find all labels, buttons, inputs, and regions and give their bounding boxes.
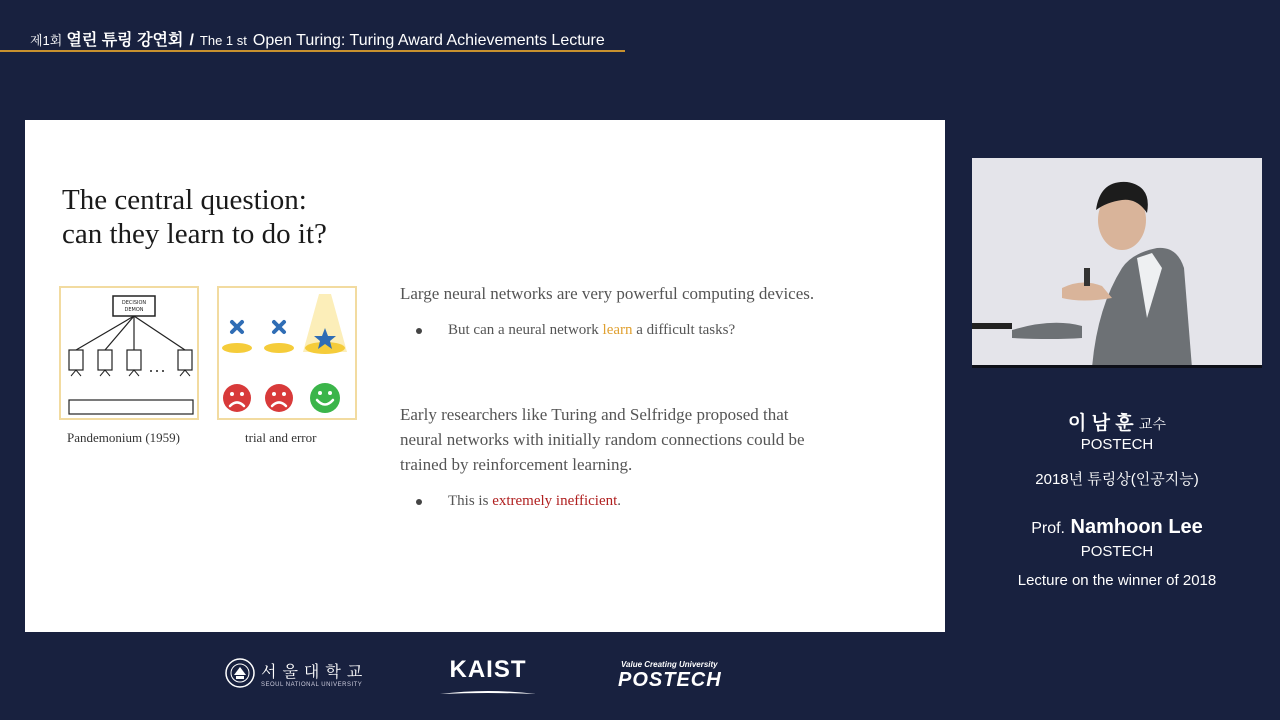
speaker-title-ko: 교수 (1138, 416, 1166, 432)
bullet-learn-highlight: learn (602, 322, 633, 338)
lecture-header (30, 27, 605, 50)
bullet-inefficient (416, 493, 621, 510)
lecture-note: Lecture on the winner of 2018 (1017, 572, 1217, 589)
speaker-name-en (972, 516, 1262, 539)
speaker-video (972, 158, 1262, 368)
decision-demon-label-1: DECISION (121, 300, 147, 306)
kaist-swoosh-icon (438, 689, 538, 697)
slide-title (62, 183, 327, 251)
header-slash: / (189, 32, 194, 49)
snu-name-ko: 서울대학교 (261, 663, 369, 681)
bullet-dot-icon (416, 328, 422, 334)
header-prefix-ko: 제1회 (30, 33, 63, 48)
header-title-ko: 열린 튜링 강연회 (66, 32, 184, 49)
slide-paragraph (400, 402, 900, 477)
x-mark-icon (232, 322, 284, 332)
bullet-inefficient-before: This is (448, 493, 489, 509)
speaker-prof-prefix: Prof. (1031, 520, 1065, 537)
kaist-wordmark: KAIST (449, 656, 527, 683)
pandemonium-diagram-icon (61, 288, 197, 418)
header-prefix-en: The 1 st (199, 33, 247, 48)
decision-demon-label-2: DEMON (124, 307, 144, 313)
snu-logo (225, 658, 368, 688)
paragraph-line2: neural networks with initially random connections could be (400, 430, 805, 449)
postech-wordmark: POSTECH (618, 669, 722, 691)
bullet-learn-after: a difficult tasks? (636, 322, 736, 338)
bullet-learn-before: But can a neural network (448, 322, 599, 338)
kaist-logo (438, 656, 538, 702)
paragraph-line1: Early researchers like Turing and Selfridge proposed that (400, 405, 789, 424)
postech-logo (618, 660, 722, 692)
slide-main-text: Large neural networks are very powerful computing devices. (400, 284, 815, 303)
snu-emblem-icon (225, 658, 255, 688)
header-underline (0, 50, 625, 52)
slide-title-line1: The central question: (62, 184, 307, 216)
speaker-name-ko (972, 408, 1262, 435)
speaker-name-en-text: Namhoon Lee (1070, 516, 1203, 538)
header-title-en: Open Turing: Turing Award Achievements Lecture (252, 32, 605, 49)
speaker-award: 2018년 튜링상(인공지능) (1035, 471, 1199, 488)
sad-face-icon (223, 384, 293, 412)
slide-title-line2: can they learn to do it? (62, 218, 327, 250)
happy-face-icon (310, 383, 340, 413)
trial-and-error-caption: trial and error (245, 430, 317, 445)
bullet-learn (416, 322, 735, 339)
paragraph-line3: trained by reinforcement learning. (400, 455, 633, 474)
pandemonium-caption: Pandemonium (1959) (67, 430, 181, 445)
speaker-affiliation-en: POSTECH (1080, 543, 1154, 560)
pandemonium-figure (59, 286, 199, 420)
postech-tagline: Value Creating University (621, 660, 718, 669)
trial-and-error-figure (217, 286, 357, 420)
bullet-dot-icon (416, 499, 422, 505)
speaker-affiliation-ko: POSTECH (1080, 436, 1154, 453)
bullet-inefficient-highlight: extremely inefficient (492, 493, 618, 509)
snu-name-en: SEOUL NATIONAL UNIVERSITY (261, 681, 363, 688)
speaker-person-image (972, 158, 1262, 368)
bullet-inefficient-after: . (617, 493, 622, 509)
trial-and-error-diagram-icon (219, 288, 355, 418)
speaker-name-ko-text: 이 남 훈 (1068, 413, 1134, 434)
presentation-slide (25, 120, 945, 632)
